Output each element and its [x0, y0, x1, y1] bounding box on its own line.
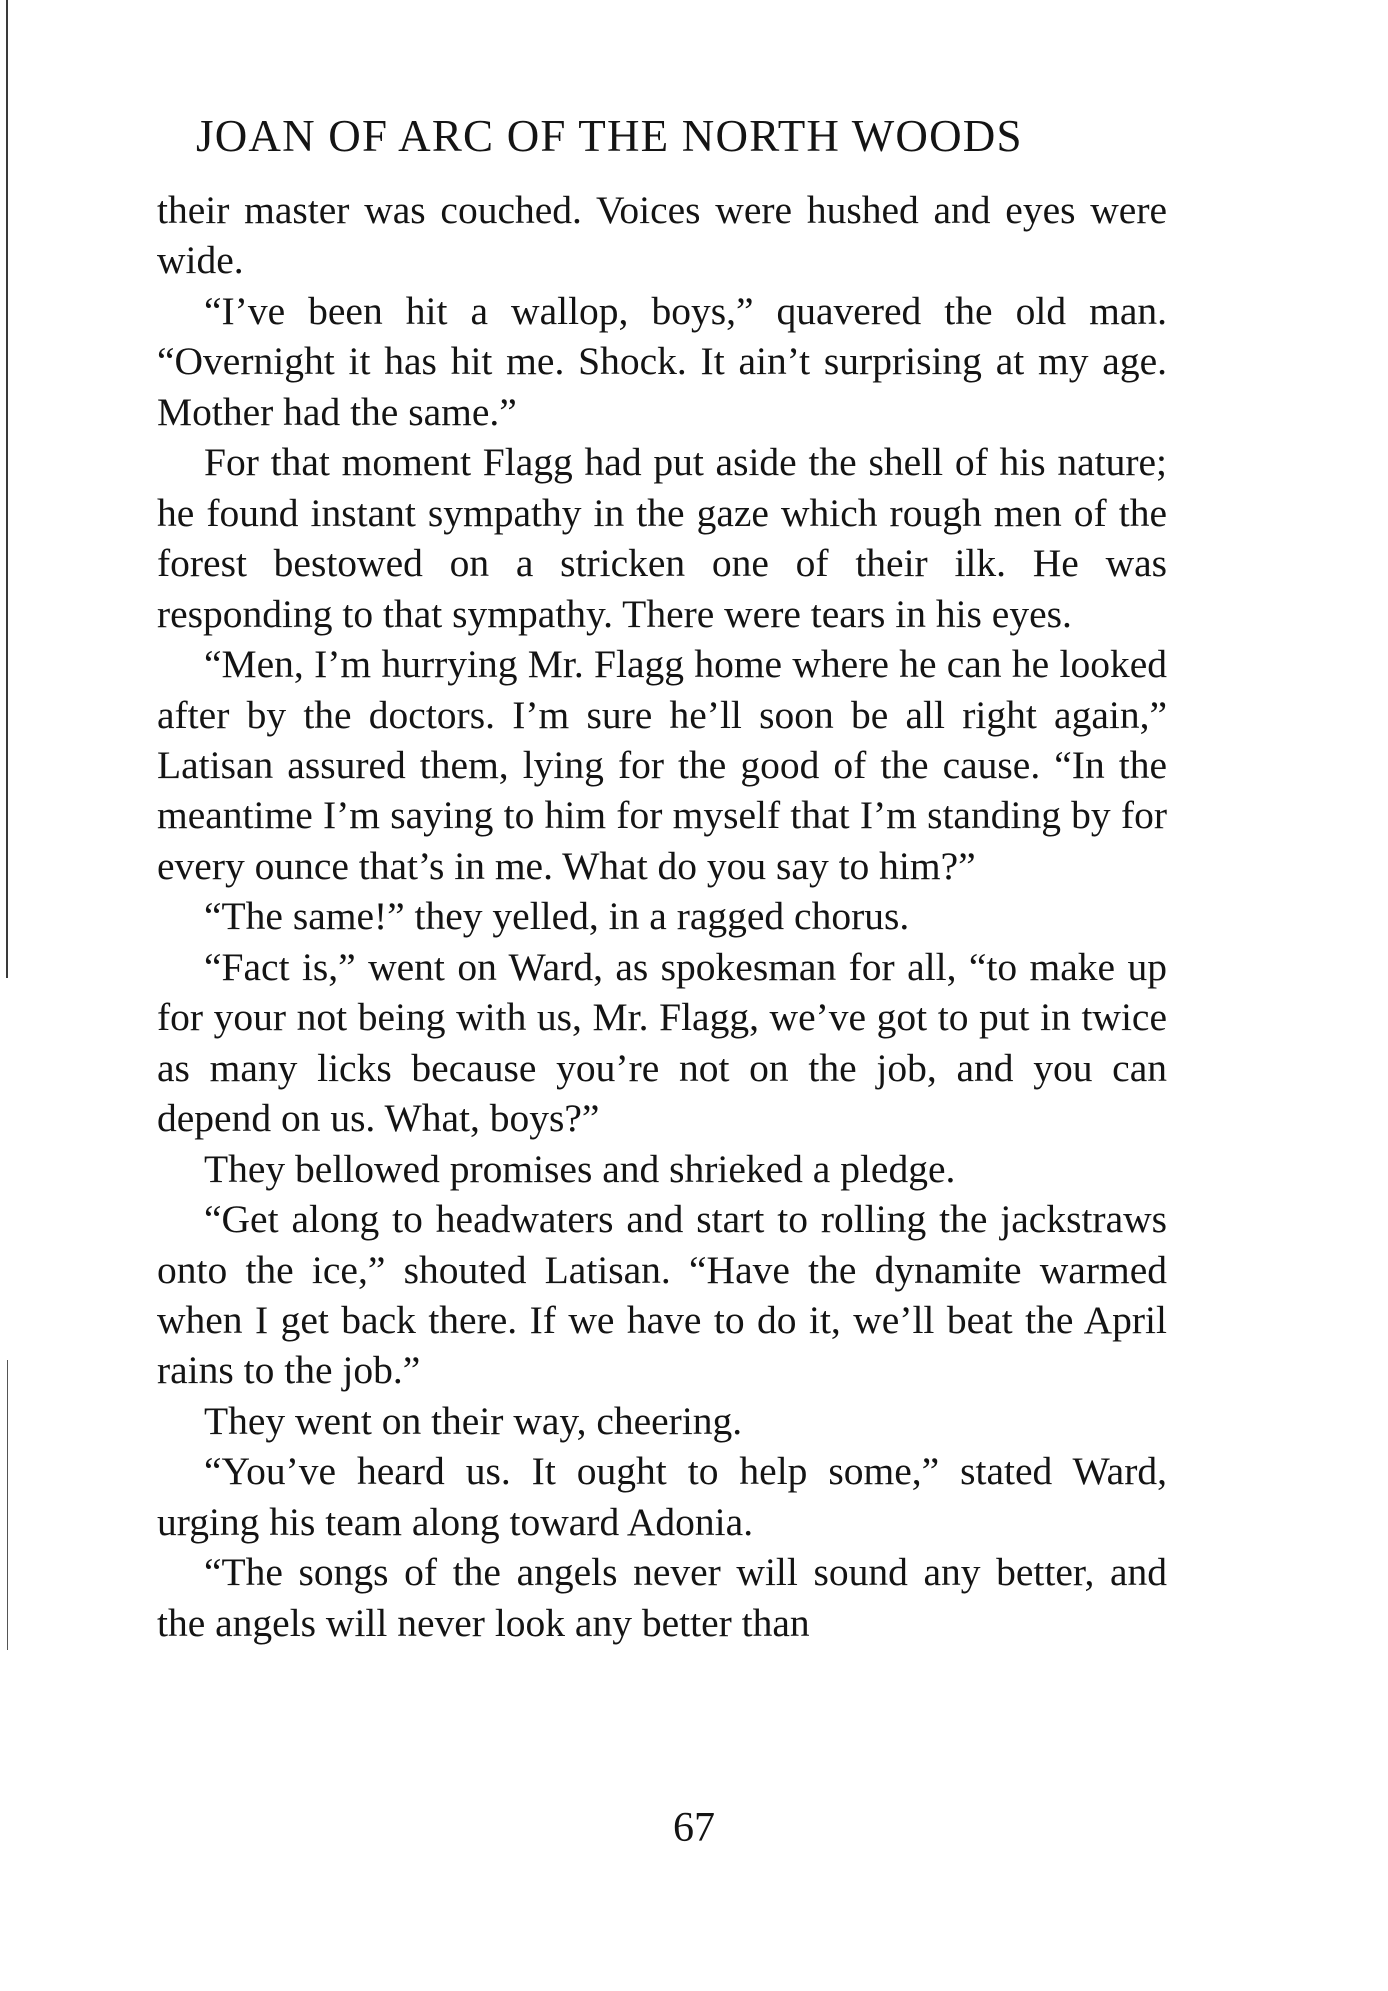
paragraph: “I’ve been hit a wallop, boys,” quavered the old man. “Overnight it has hit me. Shock. It ain’t surprising at my age. Mother had the same.” — [157, 288, 1167, 434]
paragraph: They went on their way, cheering. — [204, 1398, 743, 1443]
paragraph-continued: their master was couched. Voices were hushed and eyes were wide. — [157, 188, 1167, 283]
paragraph: “You’ve heard us. It ought to help some,” stated Ward, urging his team along toward Adonia. — [157, 1449, 1167, 1544]
scan-edge-line — [6, 0, 8, 978]
running-title: JOAN OF ARC OF THE NORTH WOODS — [196, 111, 1023, 161]
paragraph: They bellowed promises and shrieked a pledge. — [204, 1146, 956, 1191]
scan-edge-line-lower — [7, 1360, 8, 1650]
paragraph: “Men, I’m hurrying Mr. Flagg home where he can he looked after by the doctors. I’m sure he’ll soon be all right again,” Latisan assured them, lying for the good of the cause. “In the meantime I’m saying to him for myself that I’m standing by for every ounce that’s in me. What do you say to him?” — [157, 642, 1167, 888]
page-number: 67 — [673, 1805, 715, 1851]
paragraph: “The same!” they yelled, in a ragged chorus. — [204, 894, 910, 939]
paragraph: “Fact is,” went on Ward, as spokesman for all, “to make up for your not being with us, Mr. Flagg, we’ve got to put in twice as many licks because you’re not on the job, and you can depend on us. What, boys?” — [157, 944, 1167, 1141]
paragraph: For that moment Flagg had put aside the shell of his nature; he found instant sympathy in the gaze which rough men of the forest bestowed on a stricken one of their ilk. He was responding to that sympathy. There were tears in his eyes. — [157, 440, 1167, 636]
paragraph: “The songs of the angels never will sound any better, and the angels will never look any better than — [157, 1550, 1167, 1645]
paragraph: “Get along to headwaters and start to rolling the jackstraws onto the ice,” shouted Latisan. “Have the dynamite warmed when I get back there. If we have to do it, we’ll beat the April rains to the job.” — [157, 1197, 1167, 1393]
body-text — [157, 185, 1167, 1648]
